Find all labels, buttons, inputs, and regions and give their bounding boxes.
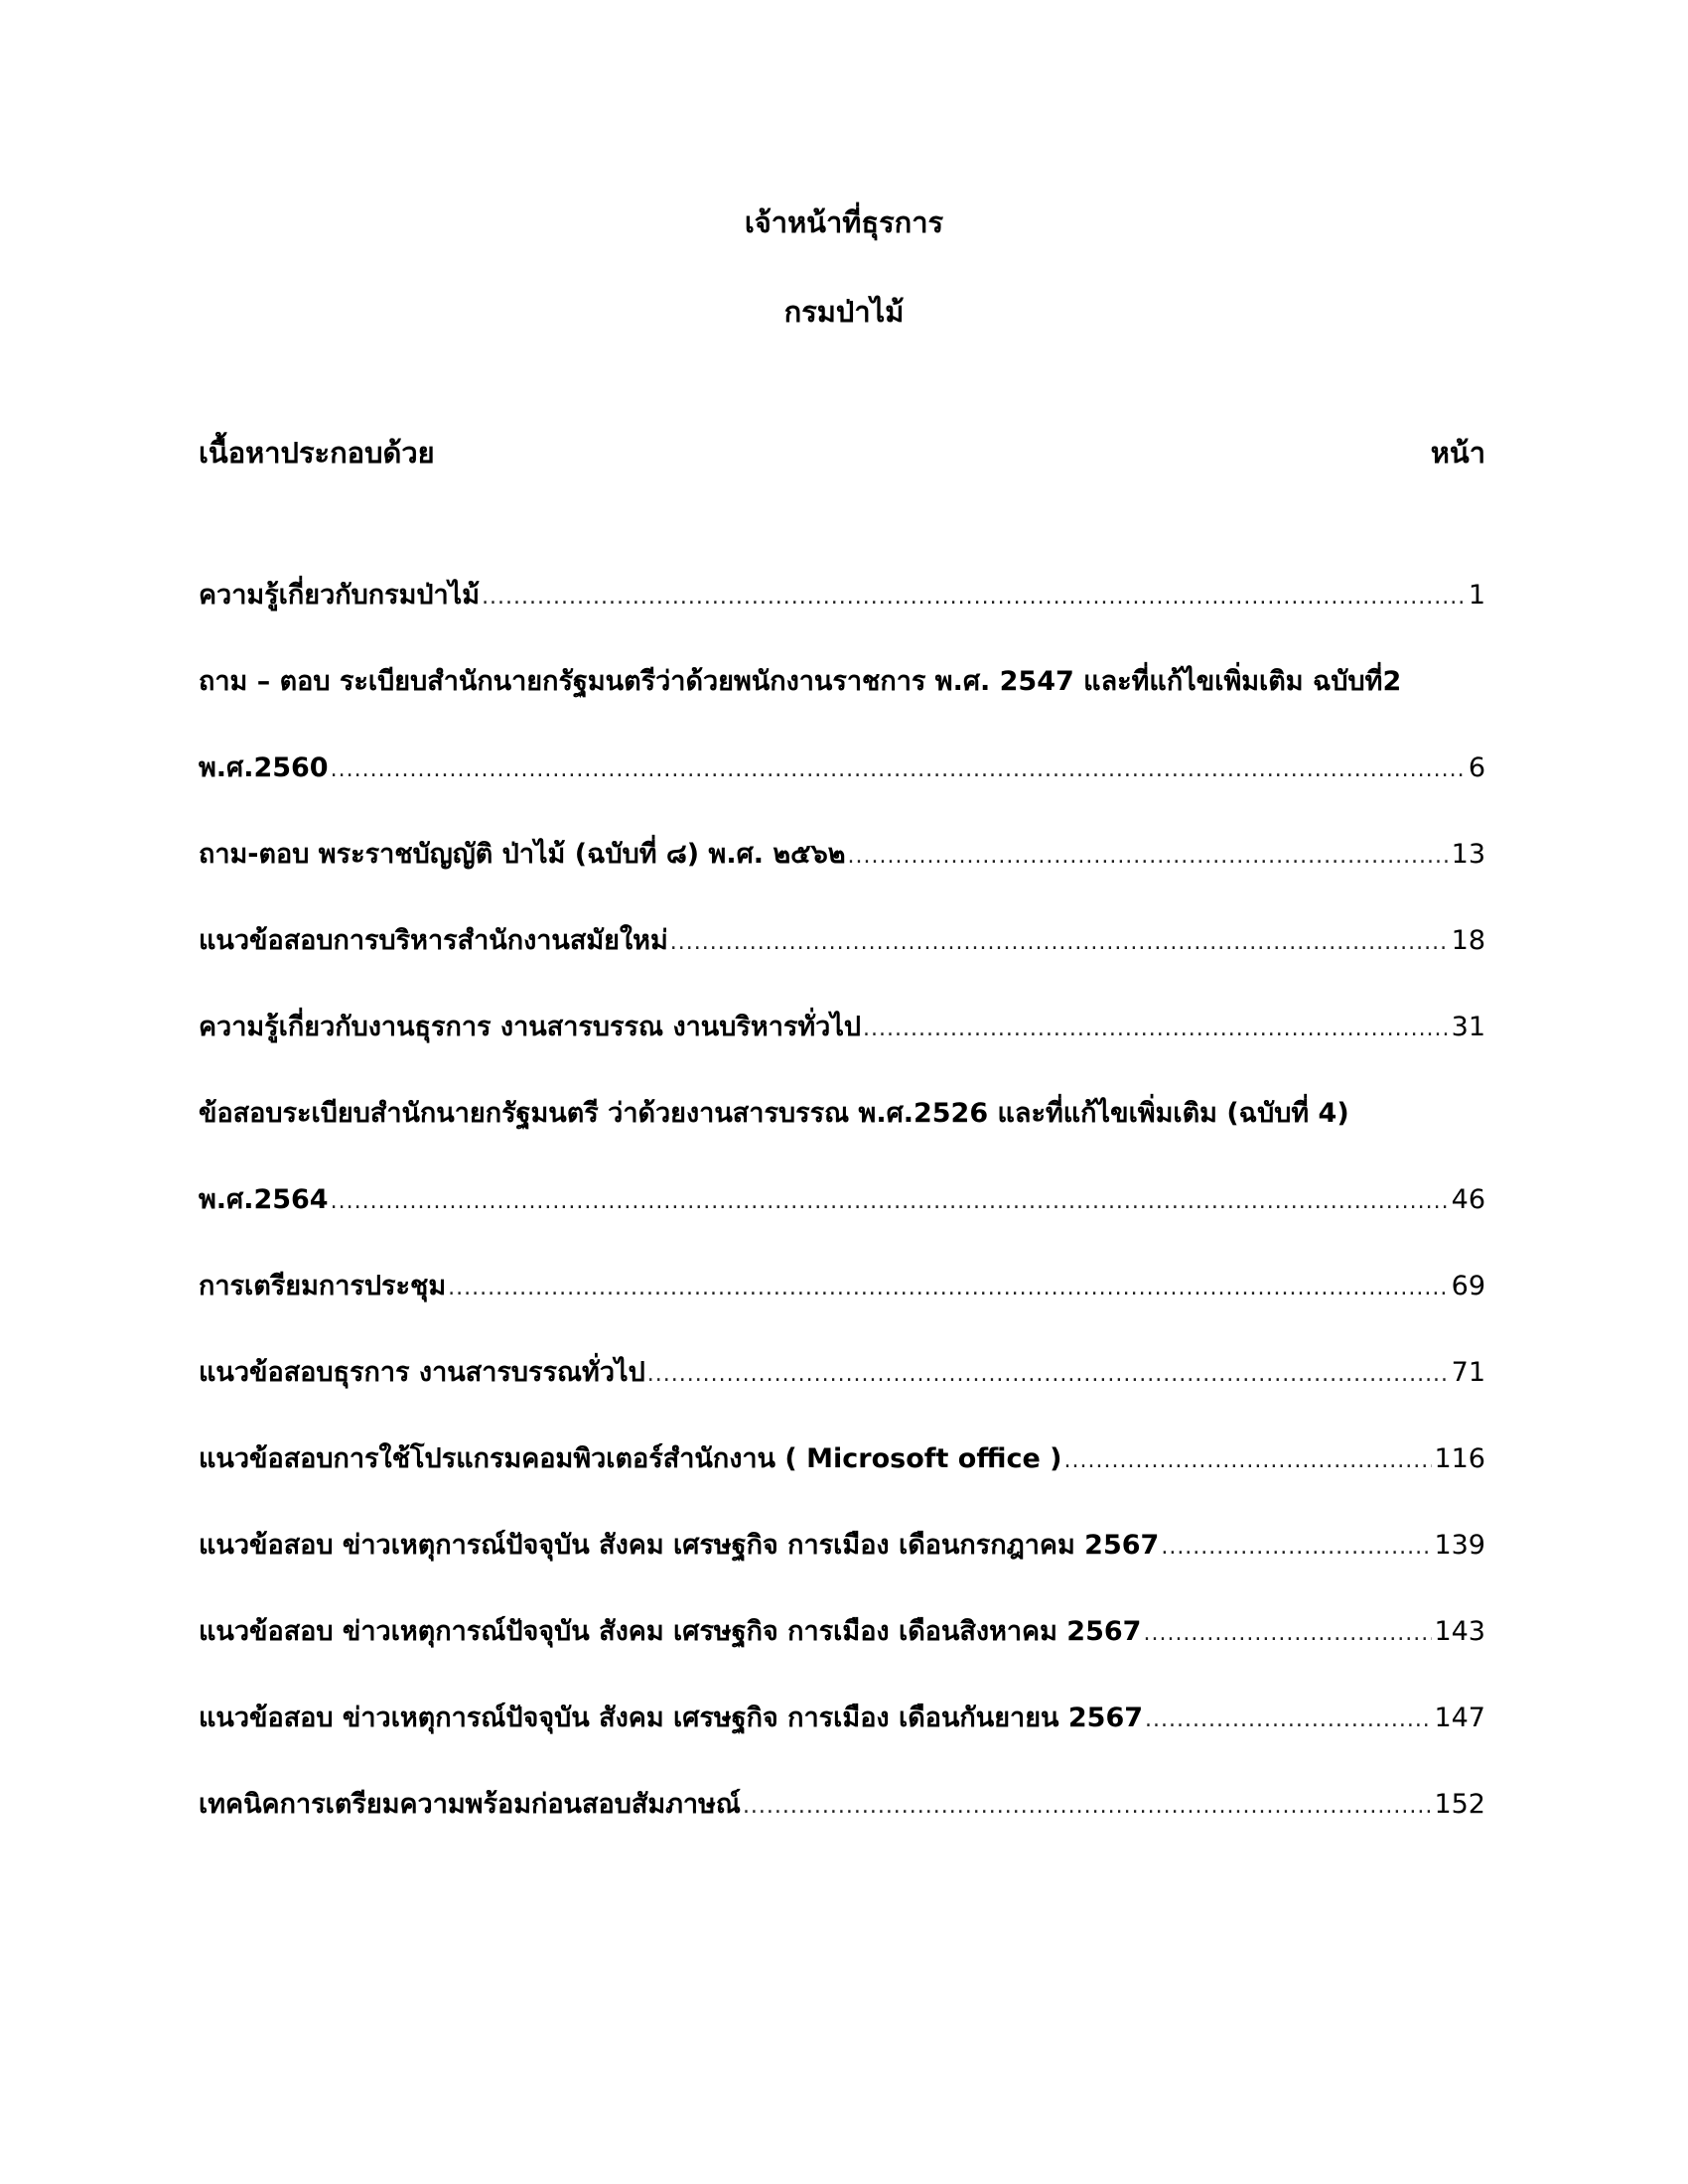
toc-heading-page: หน้า — [1430, 436, 1485, 470]
toc-entry-label: แนวข้อสอบ ข่าวเหตุการณ์ปัจจุบัน สังคม เศรษฐกิจ การเมือง เดือนสิงหาคม 2567 — [199, 1616, 1142, 1647]
toc-entry-label: แนวข้อสอบธุรการ งานสารบรรณทั่วไป — [199, 1357, 645, 1388]
toc-entry-page: 143 — [1434, 1616, 1485, 1647]
toc-dot-leader — [331, 1182, 1450, 1222]
document-title: เจ้าหน้าที่ธุรการ — [744, 205, 944, 239]
toc-entry — [199, 1526, 1485, 1566]
toc-dot-leader — [1161, 1528, 1432, 1568]
toc-dot-leader — [331, 751, 1467, 790]
toc-dot-leader — [670, 923, 1450, 963]
toc-entry-label: ความรู้เกี่ยวกับงานธุรการ งานสารบรรณ งานบริหารทั่วไป — [199, 1012, 862, 1042]
toc-entry-page: 31 — [1451, 1012, 1485, 1042]
toc-entry-page: 69 — [1451, 1271, 1485, 1301]
toc-entry-page: 139 — [1434, 1530, 1485, 1561]
toc-dot-leader — [647, 1355, 1450, 1395]
toc-entry-label: แนวข้อสอบ ข่าวเหตุการณ์ปัจจุบัน สังคม เศรษฐกิจ การเมือง เดือนกรกฎาคม 2567 — [199, 1530, 1160, 1561]
toc-dot-leader — [848, 837, 1450, 877]
toc-entry — [199, 835, 1485, 875]
toc-dot-leader — [448, 1269, 1449, 1308]
toc-entry-line — [199, 662, 1485, 702]
toc-entry-page: 13 — [1451, 839, 1485, 870]
toc-entry-page: 46 — [1451, 1184, 1485, 1215]
toc-entry — [199, 749, 1485, 788]
toc-dot-leader — [482, 578, 1467, 617]
toc-entry-page: 18 — [1451, 925, 1485, 956]
toc-entry — [199, 1785, 1485, 1825]
toc-dot-leader — [1145, 1701, 1432, 1740]
toc-entry-page: 147 — [1434, 1703, 1485, 1733]
toc-heading-contents: เนื้อหาประกอบด้วย — [199, 436, 435, 470]
toc-entry-page: 71 — [1451, 1357, 1485, 1388]
toc-entry — [199, 1439, 1485, 1479]
toc-entry — [199, 921, 1485, 961]
toc-entry-label: เทคนิคการเตรียมความพร้อมก่อนสอบสัมภาษณ์ — [199, 1789, 741, 1820]
toc-entry-label: แนวข้อสอบการใช้โปรแกรมคอมพิวเตอร์สำนักงาน ( Microsoft office ) — [199, 1443, 1062, 1474]
toc-entry — [199, 1008, 1485, 1047]
toc-entry-line — [199, 1094, 1485, 1134]
toc-entry-label: ถาม – ตอบ ระเบียบสำนักนายกรัฐมนตรีว่าด้วยพนักงานราชการ พ.ศ. 2547 และที่แก้ไขเพิ่มเติม ฉบับที่2 — [199, 666, 1402, 697]
toc-dot-leader — [863, 1010, 1450, 1049]
toc-entry-page: 152 — [1434, 1789, 1485, 1820]
toc-entry-page: 6 — [1468, 752, 1485, 783]
toc-entry-page: 1 — [1468, 580, 1485, 611]
toc-entry — [199, 1267, 1485, 1306]
toc-entry-page: 116 — [1434, 1443, 1485, 1474]
toc-dot-leader — [743, 1787, 1433, 1827]
toc-entry-label-continued: พ.ศ.2564 — [199, 1184, 329, 1215]
toc-entry-label: ความรู้เกี่ยวกับกรมป่าไม้ — [199, 580, 481, 611]
document-subtitle: กรมป่าไม้ — [783, 295, 905, 329]
toc-entry-label: แนวข้อสอบการบริหารสำนักงานสมัยใหม่ — [199, 925, 668, 956]
toc-entry-label-continued: พ.ศ.2560 — [199, 752, 329, 783]
toc-entry — [199, 1353, 1485, 1393]
toc-entry — [199, 1612, 1485, 1652]
toc-entry-label: การเตรียมการประชุม — [199, 1271, 447, 1301]
toc-dot-leader — [1064, 1441, 1433, 1481]
toc-entry-label: แนวข้อสอบ ข่าวเหตุการณ์ปัจจุบัน สังคม เศรษฐกิจ การเมือง เดือนกันยายน 2567 — [199, 1703, 1144, 1733]
toc-entry — [199, 1180, 1485, 1220]
toc-dot-leader — [1143, 1614, 1432, 1654]
toc-heading-row — [199, 433, 1485, 473]
toc-entry-label: ถาม-ตอบ พระราชบัญญัติ ป่าไม้ (ฉบับที่ ๘) พ.ศ. ๒๕๖๒ — [199, 839, 846, 870]
toc-entry-label: ข้อสอบระเบียบสำนักนายกรัฐมนตรี ว่าด้วยงานสารบรรณ พ.ศ.2526 และที่แก้ไขเพิ่มเติม (ฉบับที่ 4) — [199, 1098, 1349, 1129]
table-of-contents — [199, 576, 1485, 1871]
toc-entry — [199, 576, 1485, 615]
toc-entry — [199, 1699, 1485, 1738]
